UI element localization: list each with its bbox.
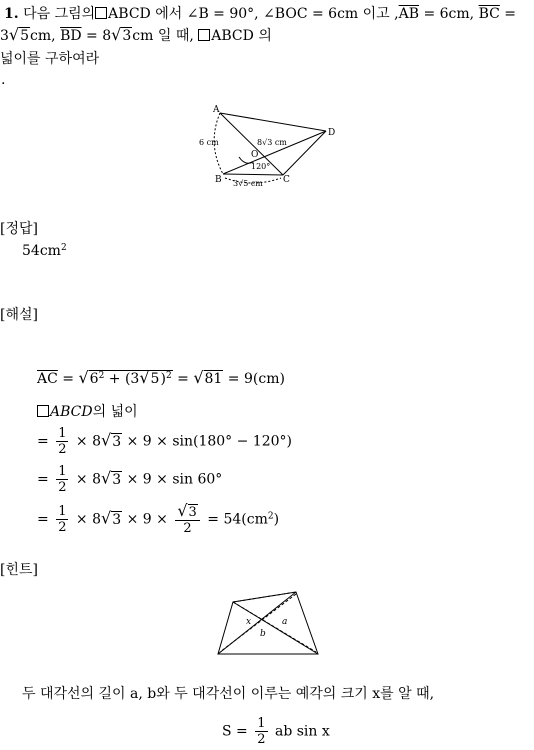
- sqrt3-numerator: [175, 503, 199, 521]
- step1-a: × 8: [75, 433, 102, 450]
- answer-value: [22, 243, 67, 259]
- ac-result: = 9(cm): [227, 371, 285, 387]
- square-symbol-icon: [37, 405, 49, 417]
- bd-unit: cm: [132, 28, 154, 44]
- half-denominator: 2: [58, 480, 67, 495]
- radical-icon: √: [101, 468, 112, 488]
- step3-a: × 8: [75, 511, 102, 528]
- solution-step-2: [37, 464, 222, 495]
- hint-quadrilateral-figure: [212, 588, 324, 658]
- label-b: B: [215, 175, 222, 185]
- answer-header: [정답]: [0, 221, 38, 237]
- hint-text: 두 대각선의 길이 a, b와 두 대각선이 이루는 예각의 크기 x를 알 때,: [22, 686, 435, 702]
- radical-icon: √: [101, 430, 112, 450]
- step3-result: = 54(cm: [207, 511, 268, 528]
- half-fraction: [56, 426, 68, 457]
- sqrt3-denominator: 2: [183, 521, 192, 536]
- label-d: D: [328, 128, 336, 138]
- half-numerator: 1: [58, 426, 67, 441]
- ac-term-b-radicand: 5: [150, 371, 160, 387]
- quadrilateral-figure: [195, 100, 340, 190]
- hint-formula: [222, 716, 330, 747]
- step2-eq: =: [37, 471, 49, 488]
- step1-radicand: 3: [112, 433, 122, 450]
- step1-eq: =: [37, 433, 49, 450]
- ac-label: $\overline{AC}$: [37, 371, 58, 387]
- ac-term-b: + (3: [108, 371, 140, 387]
- solution-header: [해설]: [0, 307, 38, 323]
- half-numerator: 1: [58, 504, 67, 519]
- half-fraction: [56, 504, 68, 535]
- radical-icon: √: [139, 368, 150, 387]
- problem-intro: 다음 그림의: [23, 6, 96, 22]
- problem-conditions: 에서 ∠B = 90°, ∠BOC = 6cm 이고 ,: [155, 6, 399, 22]
- ac-term-a-exp: 2: [98, 371, 105, 381]
- step2-radicand: 3: [112, 471, 122, 488]
- bc-unit: cm,: [30, 28, 56, 44]
- segment-ab-value: = 6cm,: [423, 6, 475, 22]
- radical-icon: √: [111, 25, 122, 44]
- side-bc: [223, 174, 283, 175]
- ac-term-b-tail: ): [160, 371, 166, 387]
- label-angle: 120°: [251, 162, 271, 171]
- ac-term-a: 6: [89, 371, 99, 387]
- ac-radicand: [89, 370, 173, 387]
- bd-radicand: 3: [122, 28, 132, 44]
- problem-line-2: [0, 25, 272, 45]
- formula-half: [255, 716, 267, 747]
- ac-term-b-exp: 2: [165, 371, 172, 381]
- label-bd-length: 8√3 cm: [257, 138, 287, 147]
- label-c: C: [283, 175, 290, 185]
- sqrt3-radicand: 3: [188, 505, 197, 520]
- label-6cm: 6 cm: [199, 138, 219, 147]
- half-denominator: 2: [58, 442, 67, 457]
- square-symbol-icon: [95, 7, 107, 19]
- problem-end: 의: [258, 28, 272, 44]
- half-fraction: [56, 464, 68, 495]
- ac-eq: =: [62, 371, 75, 387]
- answer-exponent: 2: [60, 243, 67, 253]
- hint-label-a: a: [282, 617, 288, 627]
- formula-lhs: S =: [222, 723, 248, 740]
- radical-icon: √: [193, 368, 204, 387]
- ac-eq2: =: [177, 371, 189, 387]
- label-a: A: [213, 105, 220, 115]
- hint-label-b: b: [260, 629, 266, 639]
- problem-number: 1.: [4, 6, 19, 22]
- radical-icon: √: [78, 368, 89, 387]
- segment-bd-eq: = 8: [86, 28, 112, 44]
- step3-eq: =: [37, 511, 49, 528]
- radical-icon: √: [177, 501, 188, 520]
- solution-ac-line: [37, 368, 285, 387]
- area-label-text: 의 넓이: [92, 404, 138, 420]
- solution-area-label: [37, 401, 138, 421]
- ac-rad81: 81: [204, 371, 223, 387]
- hint-header: [힌트]: [0, 562, 38, 578]
- formula-numerator: 1: [257, 716, 266, 731]
- step3-result-exp: 2: [267, 511, 274, 522]
- step2-a: × 8: [75, 471, 102, 488]
- step3-radicand: 3: [112, 511, 122, 528]
- segment-bd-label: $\overline{BD}$: [60, 28, 82, 44]
- solution-step-1: [37, 426, 292, 457]
- radical-icon: √: [101, 508, 112, 528]
- step3-b: × 9 ×: [126, 511, 168, 528]
- segment-bc-label: $\overline{BC}$: [478, 6, 500, 22]
- square-symbol-icon: [198, 29, 210, 41]
- solution-step-3: [37, 503, 279, 536]
- area-quad: ABCD: [50, 404, 93, 420]
- problem-line-1: [4, 3, 516, 23]
- step2-b: × 9 × sin 60°: [126, 471, 223, 488]
- step1-b: × 9 × sin(180° − 120°): [126, 433, 292, 450]
- problem-dot: .: [1, 72, 6, 88]
- sqrt3-over-2-fraction: [175, 503, 199, 536]
- label-o: O: [251, 150, 259, 160]
- bc-coef: 3: [0, 28, 9, 44]
- side-dc: [283, 131, 326, 175]
- half-numerator: 1: [58, 464, 67, 479]
- step3-result-end: ): [273, 511, 280, 528]
- segment-ab-label: $\overline{AB}$: [398, 6, 420, 22]
- answer-number: 54cm: [22, 243, 61, 259]
- quad-name-2: ABCD: [211, 28, 254, 44]
- radical-icon: √: [8, 25, 20, 44]
- bc-radicand: 5: [20, 28, 30, 44]
- problem-line-3: 넓이를 구하여라: [0, 51, 100, 67]
- formula-rhs: ab sin x: [274, 723, 330, 740]
- formula-denominator: 2: [257, 732, 266, 747]
- quad-name: ABCD: [108, 6, 151, 22]
- segment-bc-eq: =: [504, 6, 517, 22]
- hint-label-x: x: [246, 617, 252, 627]
- half-denominator: 2: [58, 520, 67, 535]
- label-bc-length: 3√5 cm: [233, 179, 263, 188]
- problem-tail: 일 때,: [157, 28, 194, 44]
